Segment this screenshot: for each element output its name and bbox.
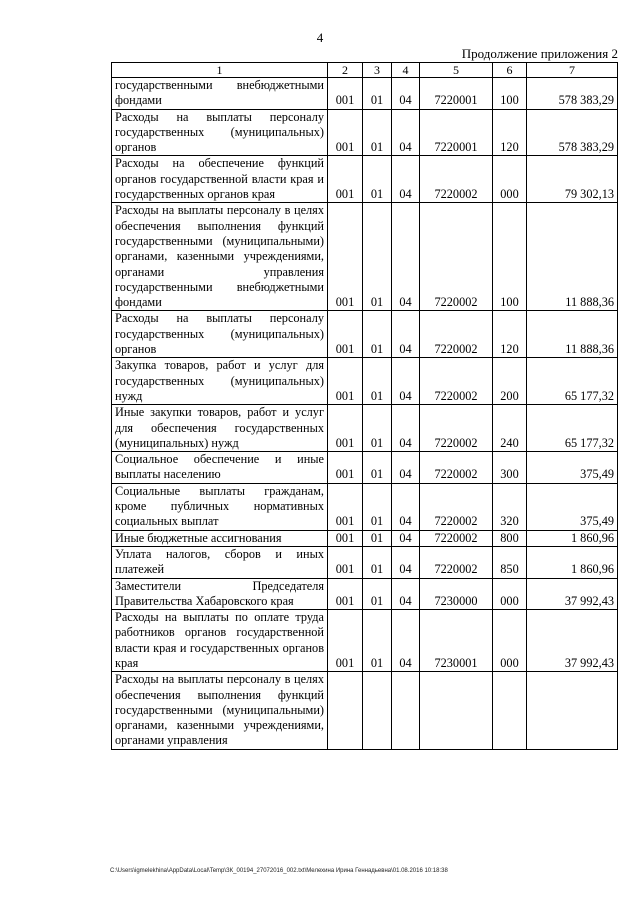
- subsection-code: [392, 672, 420, 749]
- target-article-code: 7220002: [420, 311, 493, 358]
- target-article-code: 7220001: [420, 109, 493, 156]
- section-code: 01: [363, 311, 392, 358]
- subsection-code: 04: [392, 311, 420, 358]
- table-row: [112, 578, 618, 610]
- expense-type-code: 300: [493, 452, 527, 484]
- header-row: [112, 63, 618, 78]
- expense-type-code: 850: [493, 546, 527, 578]
- table-row: [112, 483, 618, 530]
- section-code: 01: [363, 546, 392, 578]
- expense-description: Расходы на обеспечение функций органов государственной власти края и государственных органов края: [112, 156, 328, 203]
- amount: 37 992,43: [527, 610, 618, 672]
- target-article-code: 7220002: [420, 405, 493, 452]
- ministry-code: 001: [328, 530, 363, 546]
- expense-type-code: 000: [493, 156, 527, 203]
- ministry-code: 001: [328, 452, 363, 484]
- header-cell: 7: [527, 63, 618, 78]
- subsection-code: 04: [392, 203, 420, 311]
- header-cell: 2: [328, 63, 363, 78]
- ministry-code: 001: [328, 311, 363, 358]
- expense-description: Расходы на выплаты персоналу государственных (муниципальных) органов: [112, 311, 328, 358]
- expense-type-code: 000: [493, 578, 527, 610]
- expense-description: Иные бюджетные ассигнования: [112, 530, 328, 546]
- amount: 1 860,96: [527, 530, 618, 546]
- expense-type-code: 120: [493, 109, 527, 156]
- target-article-code: 7230000: [420, 578, 493, 610]
- expense-description: Расходы на выплаты персоналу государственных (муниципальных) органов: [112, 109, 328, 156]
- section-code: [363, 672, 392, 749]
- subsection-code: 04: [392, 452, 420, 484]
- table-row: [112, 78, 618, 110]
- table-row: [112, 203, 618, 311]
- amount: 1 860,96: [527, 546, 618, 578]
- table-row: [112, 405, 618, 452]
- expense-description: государственными внебюджетными фондами: [112, 78, 328, 110]
- subsection-code: 04: [392, 546, 420, 578]
- expense-type-code: 800: [493, 530, 527, 546]
- ministry-code: 001: [328, 610, 363, 672]
- amount: 11 888,36: [527, 203, 618, 311]
- table-row: [112, 156, 618, 203]
- section-code: 01: [363, 483, 392, 530]
- table-row: [112, 610, 618, 672]
- expense-description: Иные закупки товаров, работ и услуг для обеспечения государственных (муниципальных) нужд: [112, 405, 328, 452]
- expense-type-code: 320: [493, 483, 527, 530]
- subsection-code: 04: [392, 530, 420, 546]
- target-article-code: 7220002: [420, 156, 493, 203]
- section-code: 01: [363, 156, 392, 203]
- expense-type-code: 240: [493, 405, 527, 452]
- ministry-code: 001: [328, 109, 363, 156]
- amount: 11 888,36: [527, 311, 618, 358]
- continuation-label: Продолжение приложения 2: [461, 46, 618, 61]
- section-code: 01: [363, 358, 392, 405]
- table-row: [112, 109, 618, 156]
- table-row: [112, 452, 618, 484]
- section-code: 01: [363, 452, 392, 484]
- header-cell: 3: [363, 63, 392, 78]
- expense-type-code: 100: [493, 203, 527, 311]
- expense-type-code: 100: [493, 78, 527, 110]
- target-article-code: 7230001: [420, 610, 493, 672]
- page-number: 4: [316, 30, 324, 45]
- amount: 65 177,32: [527, 405, 618, 452]
- expense-description: Расходы на выплаты персоналу в целях обеспечения выполнения функций государственными (муниципальными) органами, казенными учреждениями, органами управления: [112, 672, 328, 749]
- table-row: [112, 358, 618, 405]
- ministry-code: 001: [328, 483, 363, 530]
- ministry-code: 001: [328, 546, 363, 578]
- ministry-code: 001: [328, 405, 363, 452]
- table-row: [112, 672, 618, 749]
- file-path-footer: C:\Users\igmelekhina\AppData\Local\Temp\ЗК_00194_27072016_002.txt\Мелехина Ирина Геннадьевна\01.08.2016 10:18:38: [110, 868, 448, 874]
- section-code: 01: [363, 78, 392, 110]
- ministry-code: 001: [328, 358, 363, 405]
- table-row: [112, 546, 618, 578]
- ministry-code: 001: [328, 203, 363, 311]
- subsection-code: 04: [392, 156, 420, 203]
- amount: 37 992,43: [527, 578, 618, 610]
- amount: 578 383,29: [527, 109, 618, 156]
- subsection-code: 04: [392, 610, 420, 672]
- expense-type-code: 000: [493, 610, 527, 672]
- header-cell: 6: [493, 63, 527, 78]
- section-code: 01: [363, 578, 392, 610]
- header-cell: 5: [420, 63, 493, 78]
- amount: 578 383,29: [527, 78, 618, 110]
- expense-description: Заместители Председателя Правительства Хабаровского края: [112, 578, 328, 610]
- expense-description: Социальное обеспечение и иные выплаты населению: [112, 452, 328, 484]
- target-article-code: [420, 672, 493, 749]
- expense-description: Социальные выплаты гражданам, кроме публичных нормативных социальных выплат: [112, 483, 328, 530]
- budget-table: [111, 62, 618, 750]
- subsection-code: 04: [392, 78, 420, 110]
- amount: [527, 672, 618, 749]
- target-article-code: 7220001: [420, 78, 493, 110]
- expense-description: Уплата налогов, сборов и иных платежей: [112, 546, 328, 578]
- ministry-code: 001: [328, 156, 363, 203]
- subsection-code: 04: [392, 109, 420, 156]
- expense-description: Закупка товаров, работ и услуг для государственных (муниципальных) нужд: [112, 358, 328, 405]
- amount: 375,49: [527, 483, 618, 530]
- expense-description: Расходы на выплаты по оплате труда работников органов государственной власти края и государственных органов края: [112, 610, 328, 672]
- section-code: 01: [363, 530, 392, 546]
- section-code: 01: [363, 109, 392, 156]
- expense-type-code: 200: [493, 358, 527, 405]
- expense-type-code: [493, 672, 527, 749]
- expense-description: Расходы на выплаты персоналу в целях обеспечения выполнения функций государственными (муниципальными) органами, казенными учреждениями, органами управления государственными внебюджетными фондами: [112, 203, 328, 311]
- target-article-code: 7220002: [420, 203, 493, 311]
- subsection-code: 04: [392, 405, 420, 452]
- subsection-code: 04: [392, 483, 420, 530]
- target-article-code: 7220002: [420, 530, 493, 546]
- expense-type-code: 120: [493, 311, 527, 358]
- target-article-code: 7220002: [420, 358, 493, 405]
- header-cell: 4: [392, 63, 420, 78]
- ministry-code: [328, 672, 363, 749]
- subsection-code: 04: [392, 358, 420, 405]
- section-code: 01: [363, 610, 392, 672]
- target-article-code: 7220002: [420, 452, 493, 484]
- table-row: [112, 311, 618, 358]
- table-row: [112, 530, 618, 546]
- subsection-code: 04: [392, 578, 420, 610]
- section-code: 01: [363, 203, 392, 311]
- amount: 375,49: [527, 452, 618, 484]
- ministry-code: 001: [328, 78, 363, 110]
- target-article-code: 7220002: [420, 546, 493, 578]
- amount: 79 302,13: [527, 156, 618, 203]
- header-cell: 1: [112, 63, 328, 78]
- section-code: 01: [363, 405, 392, 452]
- ministry-code: 001: [328, 578, 363, 610]
- amount: 65 177,32: [527, 358, 618, 405]
- target-article-code: 7220002: [420, 483, 493, 530]
